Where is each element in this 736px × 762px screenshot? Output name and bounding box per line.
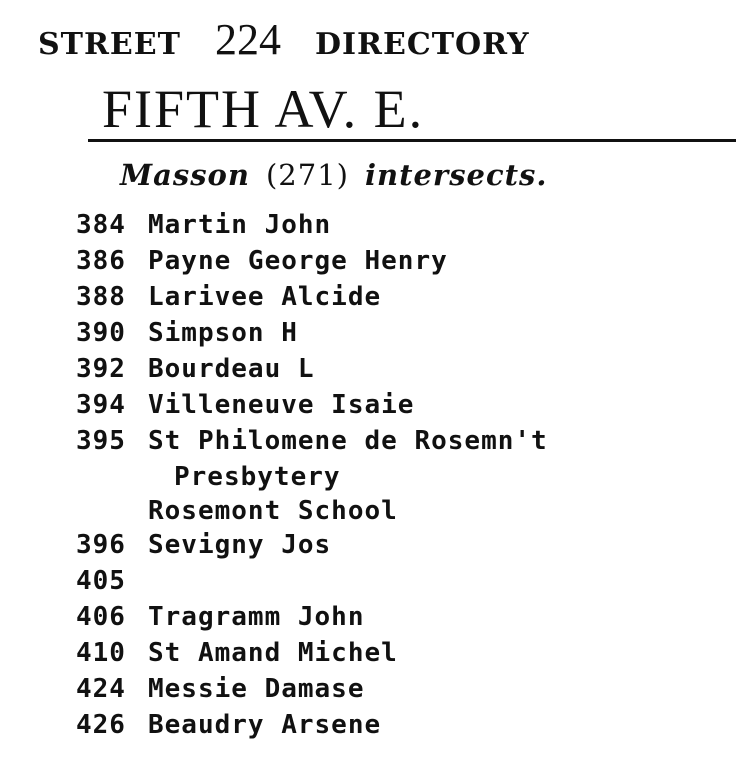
house-number: 396	[76, 530, 126, 560]
list-item	[76, 602, 736, 638]
house-number: 394	[76, 390, 126, 420]
resident-name: St Amand Michel	[148, 638, 398, 668]
house-number: 426	[76, 710, 126, 740]
page-number: 224	[214, 15, 281, 64]
entries-list	[76, 210, 736, 746]
intersecting-street-name: Masson	[120, 158, 250, 192]
resident-name: Tragramm John	[148, 602, 365, 632]
list-item	[76, 210, 736, 246]
resident-name: St Philomene de Rosemn't	[148, 426, 548, 456]
house-number: 390	[76, 318, 126, 348]
list-item	[76, 246, 736, 282]
list-item	[76, 354, 736, 390]
list-item	[76, 426, 736, 462]
list-item	[76, 390, 736, 426]
street-title: FIFTH AV. E.	[102, 79, 425, 139]
house-number: 392	[76, 354, 126, 384]
resident-name: Payne George Henry	[148, 246, 448, 276]
resident-name: Villeneuve Isaie	[148, 390, 415, 420]
resident-name: Presbytery	[174, 462, 341, 492]
list-item	[76, 674, 736, 710]
resident-name: Simpson H	[148, 318, 298, 348]
house-number: 386	[76, 246, 126, 276]
list-item	[76, 638, 736, 674]
intersects-word: intersects.	[364, 158, 548, 192]
intersecting-street-number: (271)	[265, 158, 349, 192]
house-number: 384	[76, 210, 126, 240]
list-item-continuation	[76, 462, 736, 496]
house-number: 388	[76, 282, 126, 312]
house-number: 406	[76, 602, 126, 632]
resident-name: Bourdeau L	[148, 354, 315, 384]
header-street-label: STREET	[38, 27, 181, 62]
list-item	[76, 282, 736, 318]
resident-name: Martin John	[148, 210, 332, 240]
resident-name: Sevigny Jos	[148, 530, 332, 560]
house-number: 405	[76, 566, 126, 596]
house-number: 410	[76, 638, 126, 668]
list-item	[76, 318, 736, 354]
resident-name: Rosemont School	[148, 496, 398, 526]
resident-name: Beaudry Arsene	[148, 710, 382, 740]
page-header	[38, 14, 688, 84]
house-number: 395	[76, 426, 126, 456]
header-directory-label: DIRECTORY	[314, 27, 530, 62]
list-item	[76, 530, 736, 566]
resident-name: Messie Damase	[148, 674, 365, 704]
title-rule	[88, 139, 736, 142]
resident-name: Larivee Alcide	[148, 282, 382, 312]
house-number: 424	[76, 674, 126, 704]
list-item-continuation	[76, 496, 736, 530]
list-item	[76, 566, 736, 602]
intersection-note	[120, 158, 547, 192]
list-item	[76, 710, 736, 746]
